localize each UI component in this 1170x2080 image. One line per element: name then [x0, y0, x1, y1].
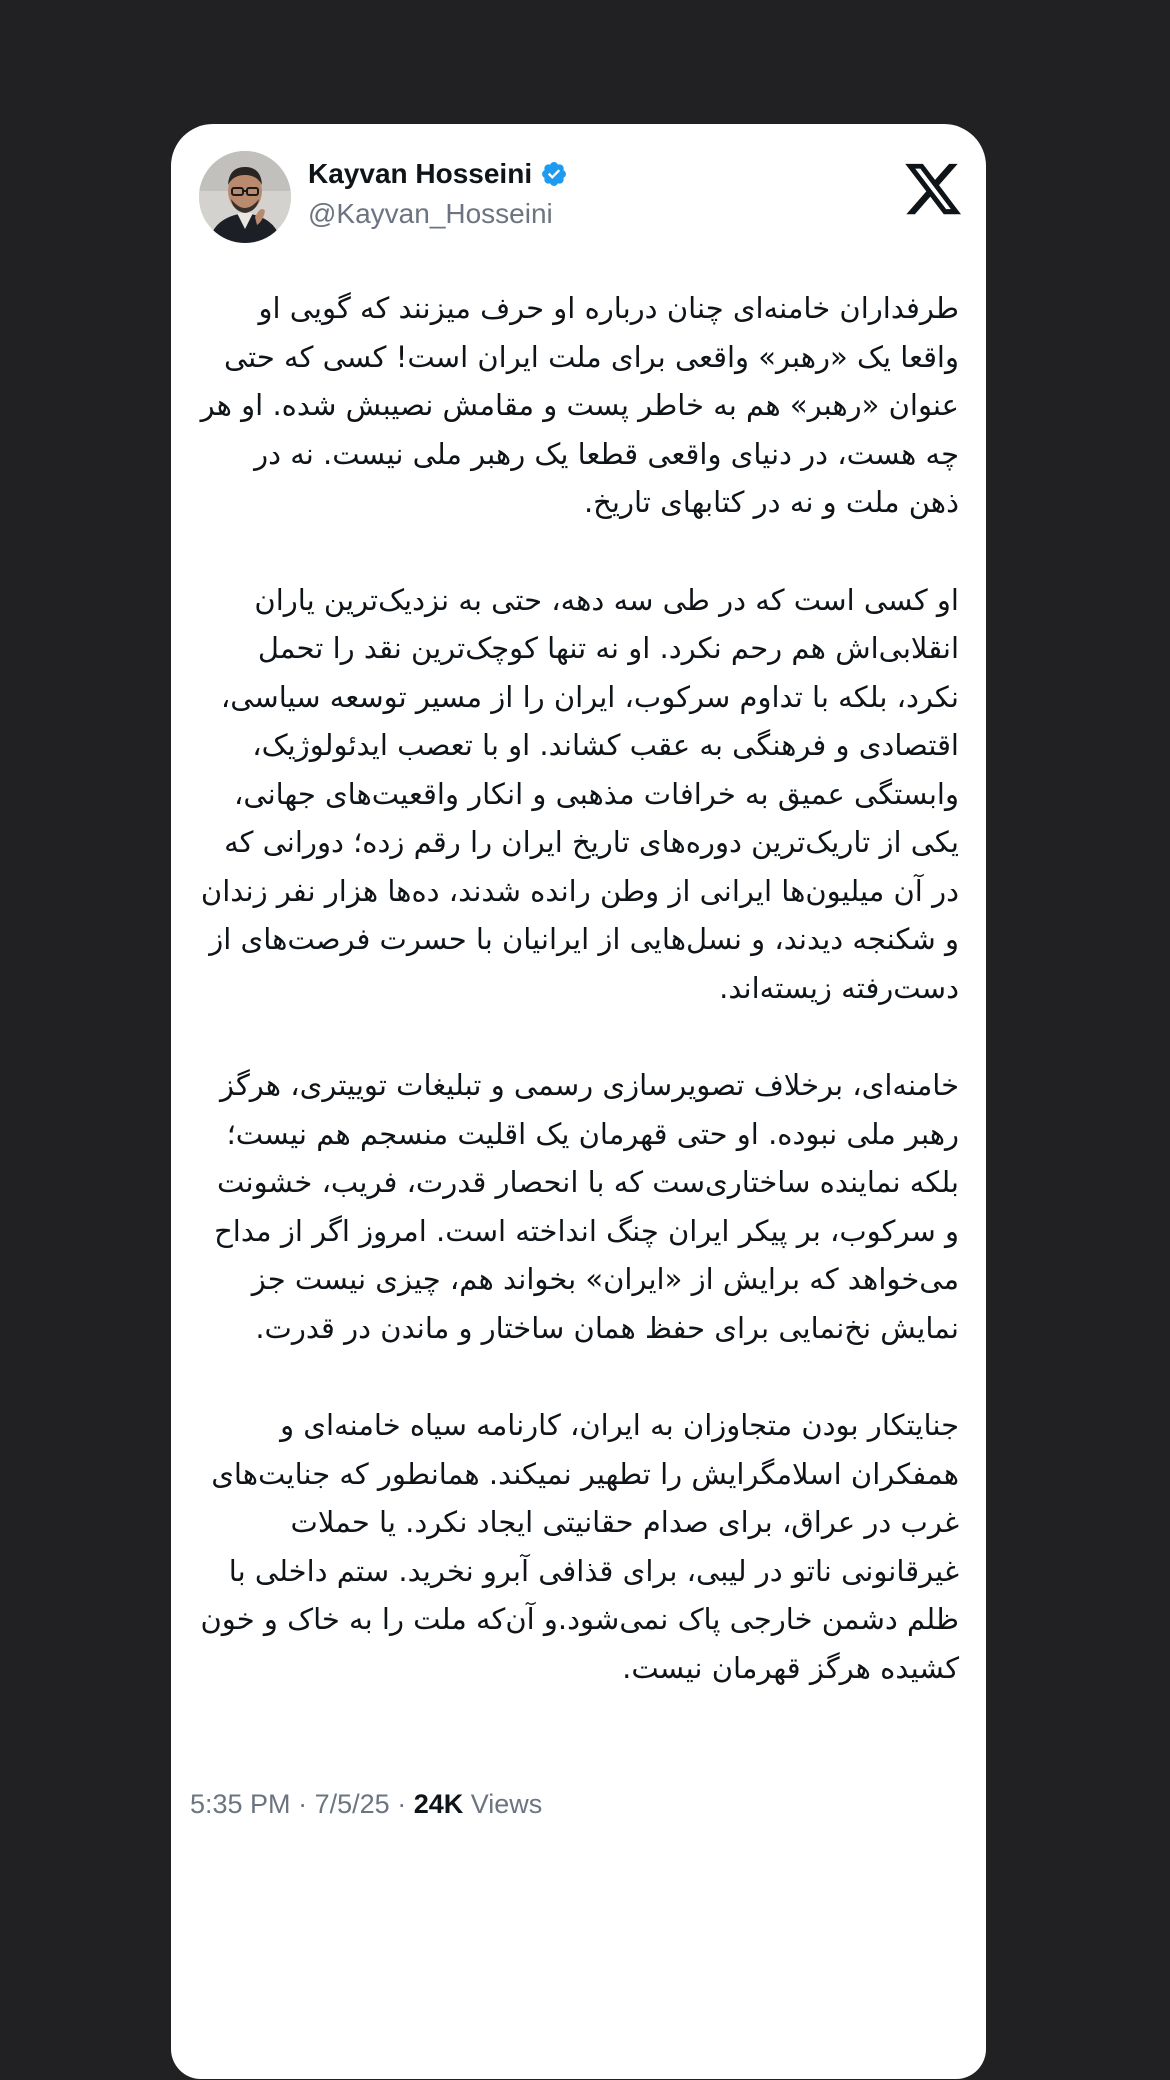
- tweet-paragraph: جنایتکار بودن متجاوزان به ایران، کارنامه سیاه خامنه‌ای و همفکران اسلامگرایش را تطهیر نمیکند. همانطور که جنایت‌های غرب در عراق، برای صدام حقانیتی ایجاد نکرد. یا حملات غیرقانونی ناتو در لیبی، برای قذافی آبرو نخرید. ستم داخلی با ظلم دشمن خارجی پاک نمی‌شود.و آن‌که ملت را به خاک و خون کشیده هرگز قهرمان نیست.: [200, 1408, 959, 1685]
- author-handle[interactable]: @Kayvan_Hosseini: [308, 198, 553, 229]
- views-label[interactable]: Views: [470, 1789, 543, 1819]
- tweet-time[interactable]: 5:35 PM: [190, 1789, 291, 1819]
- meta-separator: ·: [397, 1789, 407, 1819]
- views-count: 24K: [413, 1789, 464, 1819]
- verified-badge-icon: [540, 160, 568, 188]
- avatar[interactable]: [199, 151, 291, 243]
- author-name-text: Kayvan Hosseini: [308, 158, 533, 189]
- tweet-meta: [190, 1789, 542, 1820]
- tweet-card: [171, 124, 986, 2079]
- tweet-paragraph: طرفداران خامنه‌ای چنان درباره او حرف میزنند که گویی او واقعا یک «رهبر» واقعی برای ملت ایران است! کسی که حتی عنوان «رهبر» هم به خاطر پست و مقامش نصیبش شده. او هر چه هست، در دنیای واقعی قطعا یک رهبر ملی نیست. نه در ذهن ملت و نه در کتابهای تاریخ.: [200, 291, 959, 519]
- author-display-name[interactable]: [308, 158, 568, 190]
- meta-separator: ·: [298, 1789, 308, 1819]
- tweet-paragraph: او کسی است که در طی سه دهه، حتی به نزدیک‌ترین یاران انقلابی‌اش هم رحم نکرد. او نه تنها کوچک‌ترین نقد را تحمل نکرد، بلکه با تداوم سرکوب، ایران را از مسیر توسعه سیاسی، اقتصادی و فرهنگی به عقب کشاند. او با تعصب ایدئولوژیک، وابستگی عمیق به خرافات مذهبی و انکار واقعیت‌های جهانی، یکی از تاریک‌ترین دوره‌های تاریخ ایران را رقم زده؛ دورانی که در آن میلیون‌ها ایرانی از وطن رانده شدند، ده‌ها هزار نفر زندان و شکنجه دیدند، و نسل‌هایی از ایرانیان با حسرت فرصت‌های از دست‌رفته زیسته‌اند.: [200, 582, 959, 1005]
- tweet-date[interactable]: 7/5/25: [314, 1789, 390, 1819]
- tweet-text: [199, 284, 959, 1741]
- tweet-paragraph: خامنه‌ای، برخلاف تصویرسازی رسمی و تبلیغات توییتری، هرگز رهبر ملی نبوده. او حتی قهرمان یک اقلیت منسجم هم نیست؛ بلکه نماینده ساختاری‌ست که با انحصار قدرت، فریب، خشونت و سرکوب، بر پیکر ایران چنگ انداخته است. امروز اگر از مداح می‌خواهد که برایش از «ایران» بخواند هم، چیزی نیست جز نمایش نخ‌نمایی برای حفظ همان ساختار و ماندن در قدرت.: [214, 1068, 959, 1345]
- x-logo-icon[interactable]: [902, 158, 964, 220]
